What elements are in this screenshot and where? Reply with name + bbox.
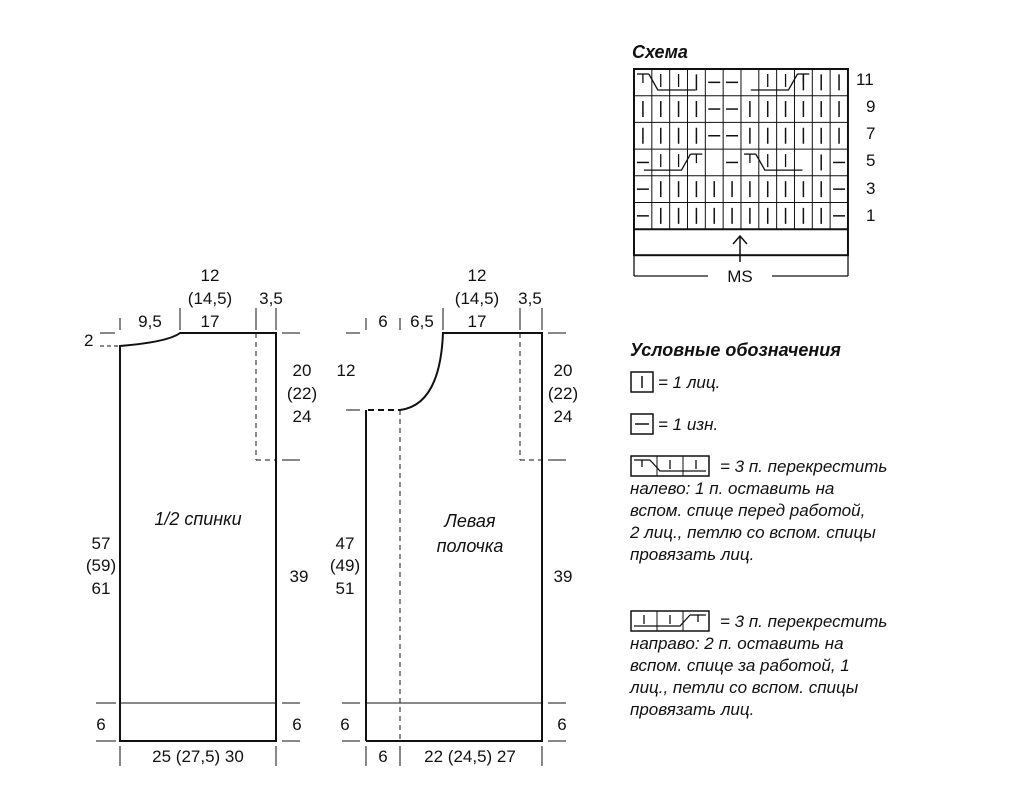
legend-cross-right-line2: вспом. спице за работой, 1 bbox=[630, 656, 850, 675]
legend-cross-left-eq: = 3 п. перекрестить bbox=[720, 457, 888, 476]
back-side-length: 39 bbox=[289, 567, 309, 586]
front-bottom-band: 6 bbox=[378, 747, 388, 766]
row-number-9: 9 bbox=[866, 97, 876, 116]
back-hem-right: 6 bbox=[292, 715, 302, 734]
purl-stitch-icon bbox=[630, 413, 654, 435]
cross-right-icon bbox=[630, 610, 712, 632]
back-shoulder-width-small: 12 bbox=[200, 266, 220, 285]
legend-knit-text: = 1 лиц. bbox=[658, 373, 721, 392]
back-armhole-small: 20 bbox=[292, 361, 312, 380]
back-bottom-width: 25 (27,5) 30 bbox=[152, 747, 244, 766]
front-shoulder-width-medium: (14,5) bbox=[454, 289, 500, 308]
front-armhole-medium: (22) bbox=[547, 384, 579, 403]
front-side-offset: 3,5 bbox=[518, 289, 542, 308]
front-band-width: 6 bbox=[378, 312, 388, 331]
legend-cross-left-line2: вспом. спице перед работой, bbox=[630, 501, 866, 520]
back-length-small: 57 bbox=[91, 534, 111, 553]
row-number-3: 3 bbox=[866, 179, 876, 198]
back-piece-label: 1/2 спинки bbox=[154, 509, 242, 529]
front-shoulder-width-small: 12 bbox=[467, 266, 487, 285]
legend-cross-left-line3: 2 лиц., петлю со вспом. спицы bbox=[630, 523, 876, 542]
front-piece-label-line1: Левая bbox=[444, 511, 496, 531]
cross-left-icon bbox=[630, 455, 712, 477]
back-neck-depth: 2 bbox=[84, 331, 94, 350]
legend-cross-left-line4: провязать лиц. bbox=[630, 545, 755, 564]
legend-cross-left-line1: налево: 1 п. оставить на bbox=[630, 479, 835, 498]
back-piece-guides bbox=[96, 308, 300, 766]
front-length-large: 51 bbox=[335, 579, 355, 598]
legend-cross-right-line4: провязать лиц. bbox=[630, 700, 755, 719]
legend-cross-right-eq: = 3 п. перекрестить bbox=[720, 612, 888, 631]
front-length-medium: (49) bbox=[329, 556, 361, 575]
back-length-large: 61 bbox=[91, 579, 111, 598]
ms-label: MS bbox=[727, 267, 753, 286]
back-armhole-large: 24 bbox=[292, 407, 312, 426]
front-armhole-small: 20 bbox=[553, 361, 573, 380]
back-neck-width: 9,5 bbox=[138, 312, 162, 331]
front-bottom-width: 22 (24,5) 27 bbox=[424, 747, 516, 766]
front-neck-width: 6,5 bbox=[410, 312, 434, 331]
back-shoulder-width-medium: (14,5) bbox=[187, 289, 233, 308]
front-neck-depth: 12 bbox=[336, 361, 356, 380]
back-hem-left: 6 bbox=[96, 715, 106, 734]
front-armhole-large: 24 bbox=[553, 407, 573, 426]
legend-title: Условные обозначения bbox=[630, 340, 841, 360]
back-piece-outline bbox=[120, 333, 276, 741]
row-number-5: 5 bbox=[866, 151, 876, 170]
back-shoulder-width-large: 17 bbox=[200, 312, 220, 331]
front-piece-label-line2: полочка bbox=[436, 536, 504, 556]
back-side-offset: 3,5 bbox=[259, 289, 283, 308]
knit-stitch-icon bbox=[630, 371, 654, 393]
legend-cross-right-line3: лиц., петли со вспом. спицы bbox=[630, 678, 859, 697]
row-number-11: 11 bbox=[856, 70, 874, 89]
back-armhole-medium: (22) bbox=[286, 384, 318, 403]
row-number-1: 1 bbox=[866, 206, 876, 225]
legend-cross-right-line1: направо: 2 п. оставить на bbox=[630, 634, 844, 653]
row-number-7: 7 bbox=[866, 124, 876, 143]
front-side-length: 39 bbox=[553, 567, 573, 586]
front-shoulder-width-large: 17 bbox=[467, 312, 487, 331]
front-length-small: 47 bbox=[335, 534, 355, 553]
scheme-title: Схема bbox=[632, 42, 688, 62]
front-hem-right: 6 bbox=[557, 715, 567, 734]
legend-purl-text: = 1 изн. bbox=[658, 415, 719, 434]
back-length-medium: (59) bbox=[85, 556, 117, 575]
front-hem-left: 6 bbox=[340, 715, 350, 734]
